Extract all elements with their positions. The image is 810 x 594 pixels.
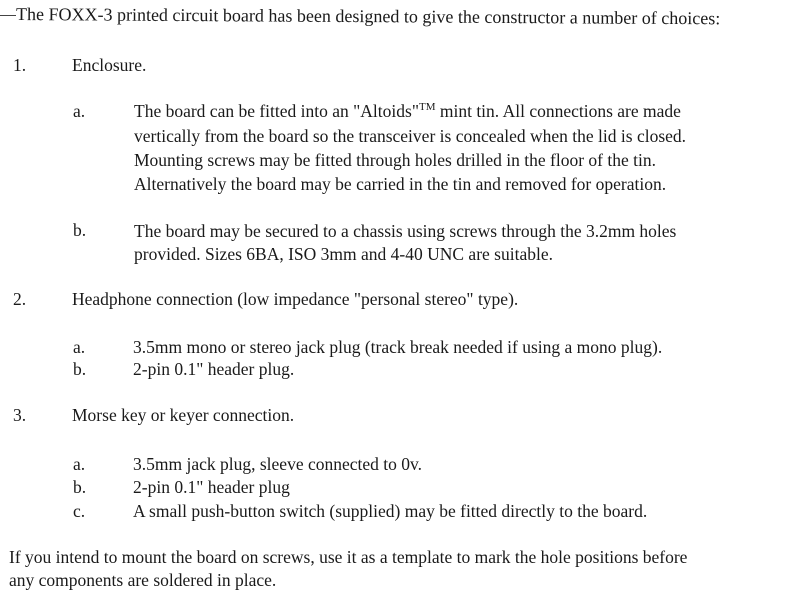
- item-1a-line-2: vertically from the board so the transceiver is concealed when the lid is closed.: [134, 126, 687, 146]
- item-1b-line-1: The board may be secured to a chassis using screws through the 3.2mm holes: [134, 221, 677, 241]
- item-3b-letter: b.: [73, 477, 87, 497]
- item-1a-line-3: Mounting screws may be fitted through holes drilled in the floor of the tin.: [134, 150, 656, 170]
- item-3a-letter: a.: [73, 454, 86, 474]
- scan-margin-mark: [0, 15, 16, 16]
- section-3-number: 3.: [13, 405, 27, 425]
- section-1-heading: Enclosure.: [72, 55, 147, 75]
- item-2a-letter: a.: [73, 337, 86, 357]
- item-1a-letter: a.: [73, 101, 86, 121]
- section-2-heading: Headphone connection (low impedance "personal stereo" type).: [72, 289, 519, 309]
- item-3b-text: 2-pin 0.1" header plug: [133, 477, 290, 497]
- trademark-mark: TM: [418, 101, 436, 113]
- section-2-number: 2.: [13, 289, 27, 309]
- item-1a-line-1: The board can be fitted into an "Altoids"™ mint tin. All connections are made: [134, 101, 681, 121]
- item-3a-text: 3.5mm jack plug, sleeve connected to 0v.: [133, 454, 422, 474]
- intro-paragraph: The FOXX-3 printed circuit board has been designed to give the constructor a number of choices:: [15, 4, 721, 29]
- item-2b-text: 2-pin 0.1" header plug.: [133, 359, 295, 379]
- item-3c-text: A small push-button switch (supplied) may be fitted directly to the board.: [133, 501, 648, 521]
- item-1b-letter: b.: [73, 220, 87, 240]
- item-2b-letter: b.: [73, 359, 87, 379]
- section-3-heading: Morse key or keyer connection.: [72, 405, 295, 425]
- item-2a-text: 3.5mm mono or stereo jack plug (track break needed if using a mono plug).: [133, 337, 663, 357]
- footer-line-1: If you intend to mount the board on screws, use it as a template to mark the hole positions before: [9, 547, 688, 567]
- item-3c-letter: c.: [73, 501, 86, 521]
- item-1a-line-4: Alternatively the board may be carried in the tin and removed for operation.: [134, 174, 667, 194]
- footer-line-2: any components are soldered in place.: [9, 570, 277, 590]
- section-1-number: 1.: [13, 55, 27, 75]
- item-1b-line-2: provided. Sizes 6BA, ISO 3mm and 4-40 UNC are suitable.: [134, 244, 553, 264]
